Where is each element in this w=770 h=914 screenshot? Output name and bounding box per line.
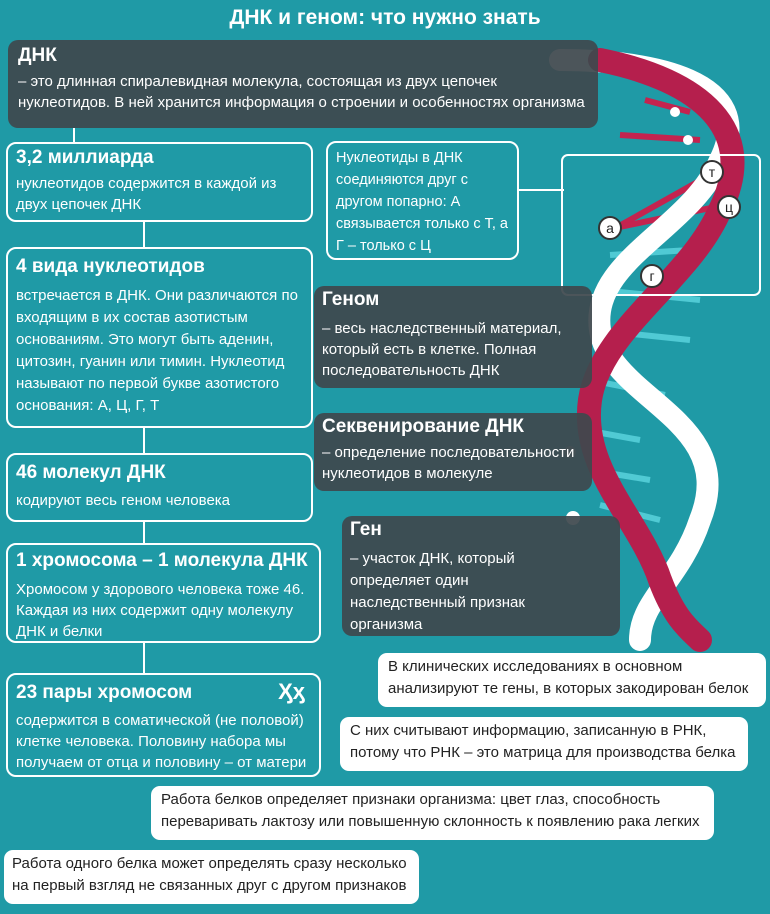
note-text: Работа одного белка может определять сразу несколько на первый взгляд не связанных друг с другом признаков bbox=[12, 855, 407, 894]
note-clinical-research bbox=[378, 653, 766, 707]
note-rna-matrix bbox=[340, 717, 748, 771]
card-text: Хромосом у здорового человека тоже 46. Каждая из них содержит одну молекулу ДНК и белки bbox=[16, 581, 305, 640]
pairing-rule-card bbox=[326, 141, 519, 260]
card-text: кодируют весь геном человека bbox=[16, 492, 231, 509]
fact-card-chromosome bbox=[6, 543, 321, 643]
dna-text: – это длинная спиралевидная молекула, состоящая из двух цепочек нуклеотидов. В ней хранится информация о строении и особенностях организма bbox=[18, 73, 585, 111]
base-label-t: т bbox=[700, 160, 724, 184]
base-label-g: г bbox=[640, 264, 664, 288]
note-text: В клинических исследованиях в основном анализируют те гены, в которых закодирован белок bbox=[388, 658, 749, 697]
dna-heading: ДНК bbox=[18, 45, 57, 66]
sequencing-text: – определение последовательности нуклеотидов в молекуле bbox=[322, 444, 575, 482]
connector-line bbox=[143, 643, 145, 673]
card-heading: 4 вида нуклеотидов bbox=[16, 256, 205, 277]
card-heading: 46 молекул ДНК bbox=[16, 462, 166, 483]
base-label-ts: ц bbox=[717, 195, 741, 219]
card-heading: 3,2 миллиарда bbox=[16, 147, 154, 168]
card-text: содержится в соматической (не половой) клетке человека. Половину набора мы получаем от отца и половину – от матери bbox=[16, 712, 307, 771]
genome-text: – весь наследственный материал, который есть в клетке. Полная последовательность ДНК bbox=[322, 320, 562, 379]
gene-text: – участок ДНК, который определяет один наследственный признак организма bbox=[350, 550, 525, 633]
pairing-text: Нуклеотиды в ДНК соединяются друг с другом попарно: А связывается только с Т, а Г – только с Ц bbox=[336, 150, 508, 254]
sequencing-heading: Секвенирование ДНК bbox=[322, 416, 525, 437]
card-text: нуклеотидов содержится в каждой из двух цепочек ДНК bbox=[16, 175, 277, 213]
dna-definition-card bbox=[8, 40, 598, 128]
fact-card-nucleotide-types bbox=[6, 247, 313, 428]
card-heading: 1 хромосома – 1 молекула ДНК bbox=[16, 550, 308, 571]
note-text: Работа белков определяет признаки организма: цвет глаз, способность переваривать лактозу или повышенную склонность к появлению рака легких bbox=[161, 791, 700, 830]
card-text: встречается в ДНК. Они различаются по входящим в их состав азотистым основаниям. Это могут быть аденин, цитозин, гуанин или тимин. Нуклеотид называют по первой букве азотистого основания: А, Ц, Г, Т bbox=[16, 287, 298, 414]
fact-card-dna-molecules bbox=[6, 453, 313, 522]
connector-line bbox=[73, 128, 75, 142]
connector-line bbox=[519, 189, 564, 191]
connector-line bbox=[143, 428, 145, 453]
note-text: С них считывают информацию, записанную в РНК, потому что РНК – это матрица для производства белка bbox=[350, 722, 736, 761]
page-title: ДНК и геном: что нужно знать bbox=[229, 6, 541, 29]
base-label-a: а bbox=[598, 216, 622, 240]
fact-card-chromosome-pairs bbox=[6, 673, 321, 777]
connector-line bbox=[143, 522, 145, 543]
card-heading: 23 пары хромосом bbox=[16, 682, 193, 703]
fact-card-nucleotide-count bbox=[6, 142, 313, 222]
gene-heading: Ген bbox=[350, 519, 382, 540]
connector-line bbox=[143, 222, 145, 247]
genome-card bbox=[314, 286, 592, 388]
sequencing-card bbox=[314, 413, 592, 491]
chromosome-icon: Ӽӽ bbox=[278, 679, 305, 704]
gene-card bbox=[342, 516, 620, 636]
note-protein-traits bbox=[151, 786, 714, 840]
note-single-protein bbox=[4, 850, 419, 904]
genome-heading: Геном bbox=[322, 289, 380, 310]
